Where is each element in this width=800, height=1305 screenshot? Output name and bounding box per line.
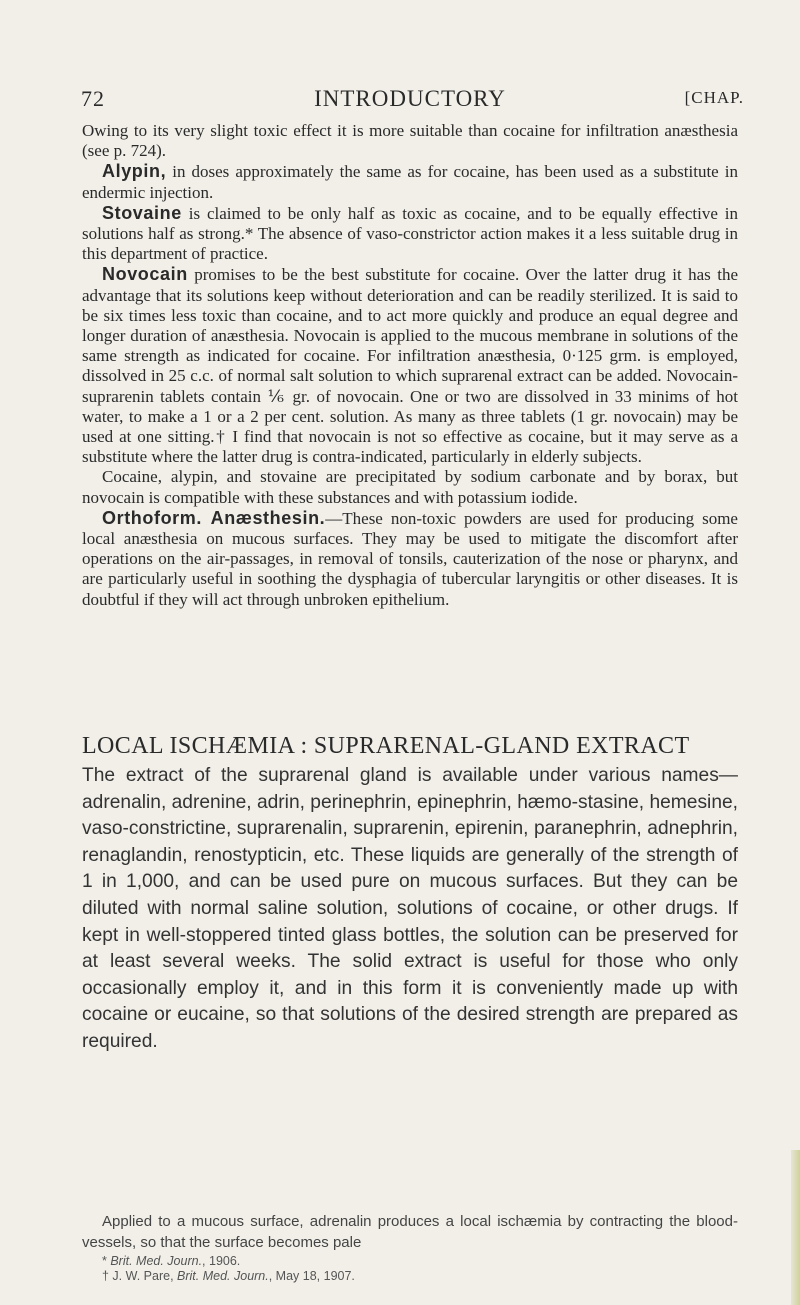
term-orthoform: Orthoform. Anæsthesin. bbox=[102, 507, 326, 528]
footnote-1-date: , 1906. bbox=[202, 1254, 241, 1268]
orthoform-text: —These non-toxic powders are used for producing some local anæsthesia on mucous surfaces. They may be used to mitigate the discomfort after operations on the air-passages, in removal of tonsils, cauterization of the nose or pharynx, and are particularly useful in soothing the dysphagia of tubercular laryngitis or other diseases. It is doubtful if they will act through unbroken epithelium. bbox=[82, 508, 738, 609]
chapter-label: [CHAP. bbox=[684, 88, 744, 107]
paragraph-adrenalin: Applied to a mucous surface, adrenalin produces a local ischæmia by contracting the blood-vessels, so that the surface becomes pale bbox=[82, 1213, 738, 1251]
paragraph-precipitate: Cocaine, alypin, and stovaine are precipitated by sodium carbonate and by borax, but novocain is compatible with these substances and with potassium iodide. bbox=[82, 467, 738, 507]
footnote-1 bbox=[102, 1254, 738, 1269]
paragraph-novocain bbox=[82, 264, 738, 467]
paragraph-stovaine bbox=[82, 203, 738, 265]
footnote-2-journal: Brit. Med. Journ. bbox=[177, 1269, 269, 1283]
term-stovaine: Stovaine bbox=[102, 202, 182, 223]
section-body bbox=[82, 763, 738, 1056]
running-header bbox=[81, 86, 744, 116]
paragraph-orthoform bbox=[82, 508, 738, 610]
footnote-1-journal: Brit. Med. Journ. bbox=[110, 1254, 203, 1268]
page-edge-shadow bbox=[791, 1150, 800, 1305]
footnote-2-mark: † J. W. Pare, bbox=[102, 1269, 178, 1283]
small-print-text bbox=[82, 121, 738, 610]
novocain-text: promises to be the best substitute for cocaine. Over the latter drug it has the advantage that its solutions keep without deterioration and can be readily sterilized. It is said to be six times less toxic than cocaine, and to act more quickly and produce an equal degree and longer duration of anæsthesia. Novocain is applied to the mucous membrane in solutions of the same strength as indicated for cocaine. For infiltration anæsthesia, 0·125 grm. is employed, dissolved in 25 c.c. of normal salt solution to which suprarenal extract can be added. Novocain-suprarenin tablets contain ⅙ gr. of novocain. One or two are dissolved in 33 minims of hot water, to make a 1 or a 2 per cent. solution. As many as three tablets (1 gr. novocain) may be used at one sitting.† I find that novocain is not so effective as cocaine, but it may serve as a substitute where the latter drug is contra-indicated, particularly in elderly subjects. bbox=[82, 265, 738, 467]
paragraph-continuation: Owing to its very slight toxic effect it is more suitable than cocaine for infiltration anæsthesia (see p. 724). bbox=[82, 121, 738, 161]
page-number: 72 bbox=[81, 86, 105, 111]
alypin-text: in doses approximately the same as for cocaine, has been used as a substitute in endermic injection. bbox=[82, 162, 738, 202]
footnote-2 bbox=[102, 1269, 738, 1284]
stovaine-text: is claimed to be only half as toxic as cocaine, and to be equally effective in solutions half as strong.* The absence of vaso-constrictor action makes it a less suitable drug in this department of practice. bbox=[82, 203, 738, 264]
section-continuation bbox=[82, 1212, 738, 1253]
footnote-1-mark: * bbox=[102, 1254, 111, 1268]
section-heading: LOCAL ISCHÆMIA : SUPRARENAL-GLAND EXTRACT bbox=[82, 733, 690, 759]
paragraph-suprarenal: The extract of the suprarenal gland is available under various names—adrenalin, adrenine, adrin, perinephrin, epinephrin, hæmo-stasine, hemesine, vaso-constrictine, suprarenalin, suprarenin, epirenin, paranephrin, adnephrin, renaglandin, renostypticin, etc. These liquids are generally of the strength of 1 in 1,000, and can be used pure on mucous surfaces. But they can be diluted with normal saline solution, solutions of cocaine, or other drugs. If kept in well-stoppered tinted glass bottles, the solution can be preserved for at least several weeks. The solid extract is useful for those who only occasionally employ it, and in this form it is conveniently made up with cocaine or eucaine, so that solutions of the desired strength are prepared as required. bbox=[82, 765, 738, 1052]
footnote-2-date: , May 18, 1907. bbox=[268, 1269, 355, 1283]
running-title: INTRODUCTORY bbox=[314, 86, 506, 111]
footnotes bbox=[102, 1254, 738, 1284]
term-alypin: Alypin, bbox=[102, 161, 167, 182]
term-novocain: Novocain bbox=[102, 264, 188, 285]
paragraph-alypin bbox=[82, 161, 738, 202]
